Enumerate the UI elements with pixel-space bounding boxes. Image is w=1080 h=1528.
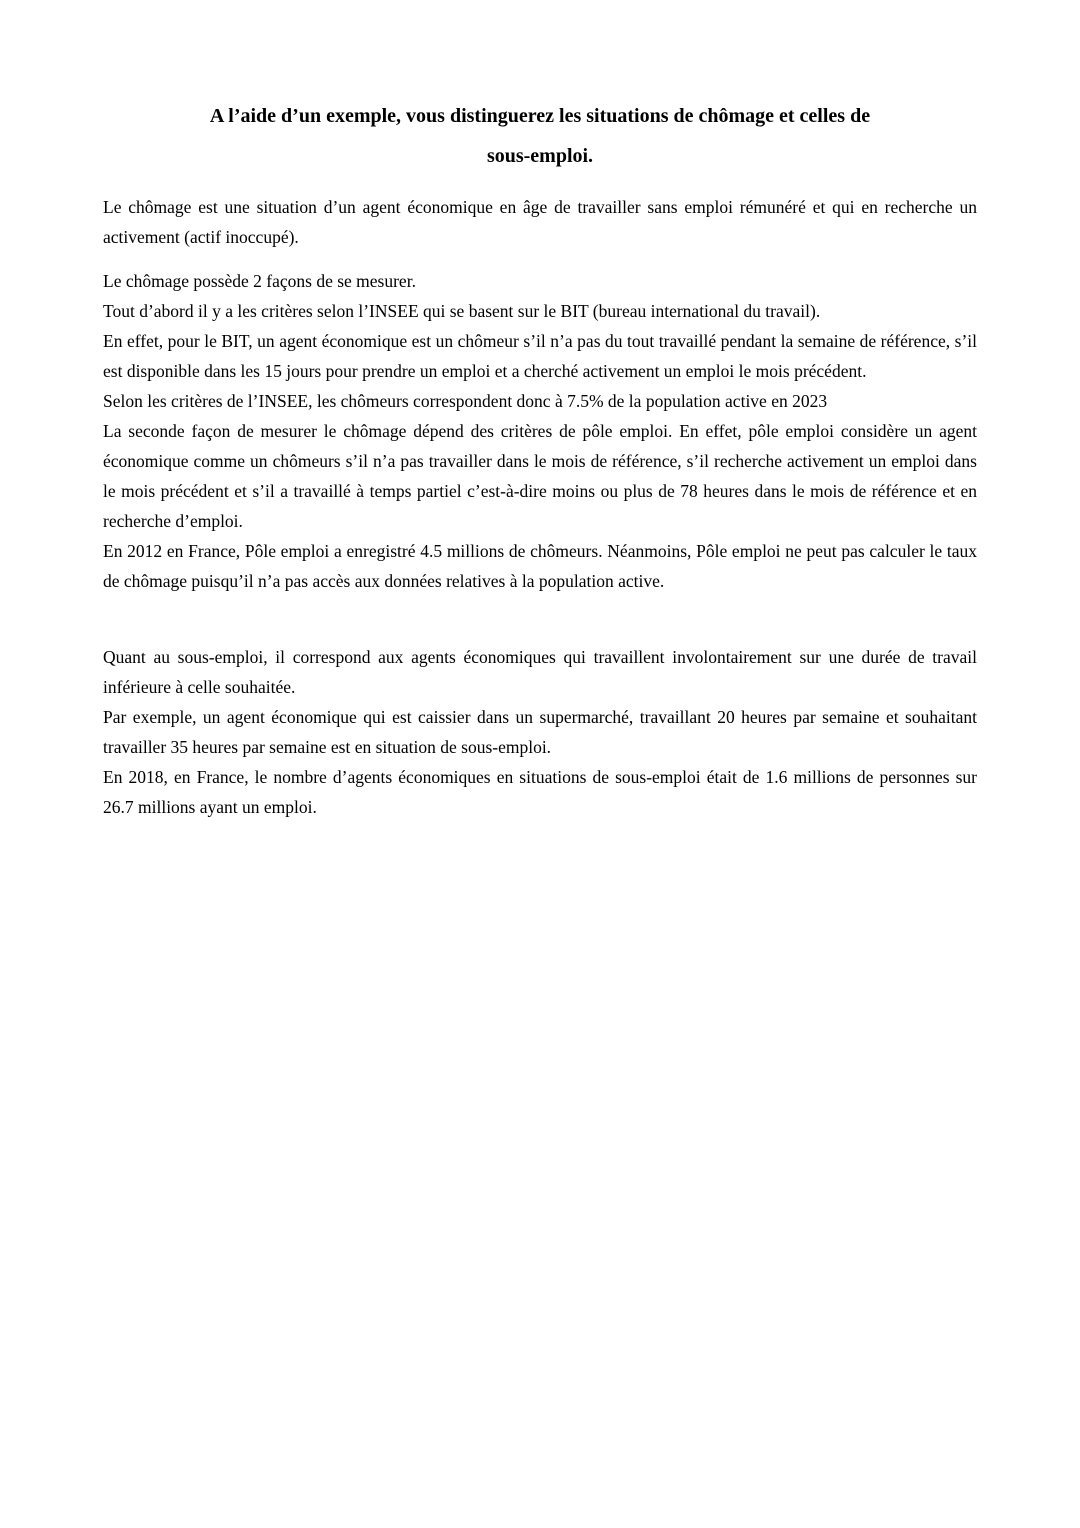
paragraph-criteres-pole-emploi: La seconde façon de mesurer le chômage dépend des critères de pôle emploi. En effet, pôle emploi considère un agent économique comme un chômeurs s’il n’a pas travailler dans le mois de référence, s’il recherche activement un emploi dans le mois précédent et s’il a travaillé à temps partiel c’est-à-dire moins ou plus de 78 heures dans le mois de référence et en recherche d’emploi. [103,421,977,531]
paragraph-chomage-definition: Le chômage est une situation d’un agent économique en âge de travailler sans emploi rémunéré et qui en recherche un activement (actif inoccupé). [103,197,977,247]
paragraph-pole-emploi-2012: En 2012 en France, Pôle emploi a enregistré 4.5 millions de chômeurs. Néanmoins, Pôle emploi ne peut pas calculer le taux de chômage puisqu’il n’a pas accès aux données relatives à la population active. [103,541,977,591]
paragraph-definition-bit: En effet, pour le BIT, un agent économique est un chômeur s’il n’a pas du tout travaillé pendant la semaine de référence, s’il est disponible dans les 15 jours pour prendre un emploi et a cherché activement un emploi le mois précédent. [103,331,977,381]
document-title [131,96,949,176]
paragraph-exemple-caissier: Par exemple, un agent économique qui est caissier dans un supermarché, travaillant 20 heures par semaine et souhaitant travailler 35 heures par semaine est en situation de sous-emploi. [103,707,977,757]
paragraph-sous-emploi-definition: Quant au sous-emploi, il correspond aux agents économiques qui travaillent involontairement sur une durée de travail inférieure à celle souhaitée. [103,647,977,697]
paragraph-sous-emploi-2018: En 2018, en France, le nombre d’agents économiques en situations de sous-emploi était de 1.6 millions de personnes sur 26.7 millions ayant un emploi. [103,767,977,817]
paragraph-mesure-intro: Le chômage possède 2 façons de se mesurer. [103,271,416,291]
document-title-line-1: A l’aide d’un exemple, vous distinguerez les situations de chômage et celles de [209,105,871,127]
document-title-line-2: sous-emploi. [486,145,594,167]
paragraph-criteres-insee: Tout d’abord il y a les critères selon l’INSEE qui se basent sur le BIT (bureau international du travail). [103,301,821,321]
paragraph-taux-insee-2023: Selon les critères de l’INSEE, les chômeurs correspondent donc à 7.5% de la population active en 2023 [103,391,828,411]
